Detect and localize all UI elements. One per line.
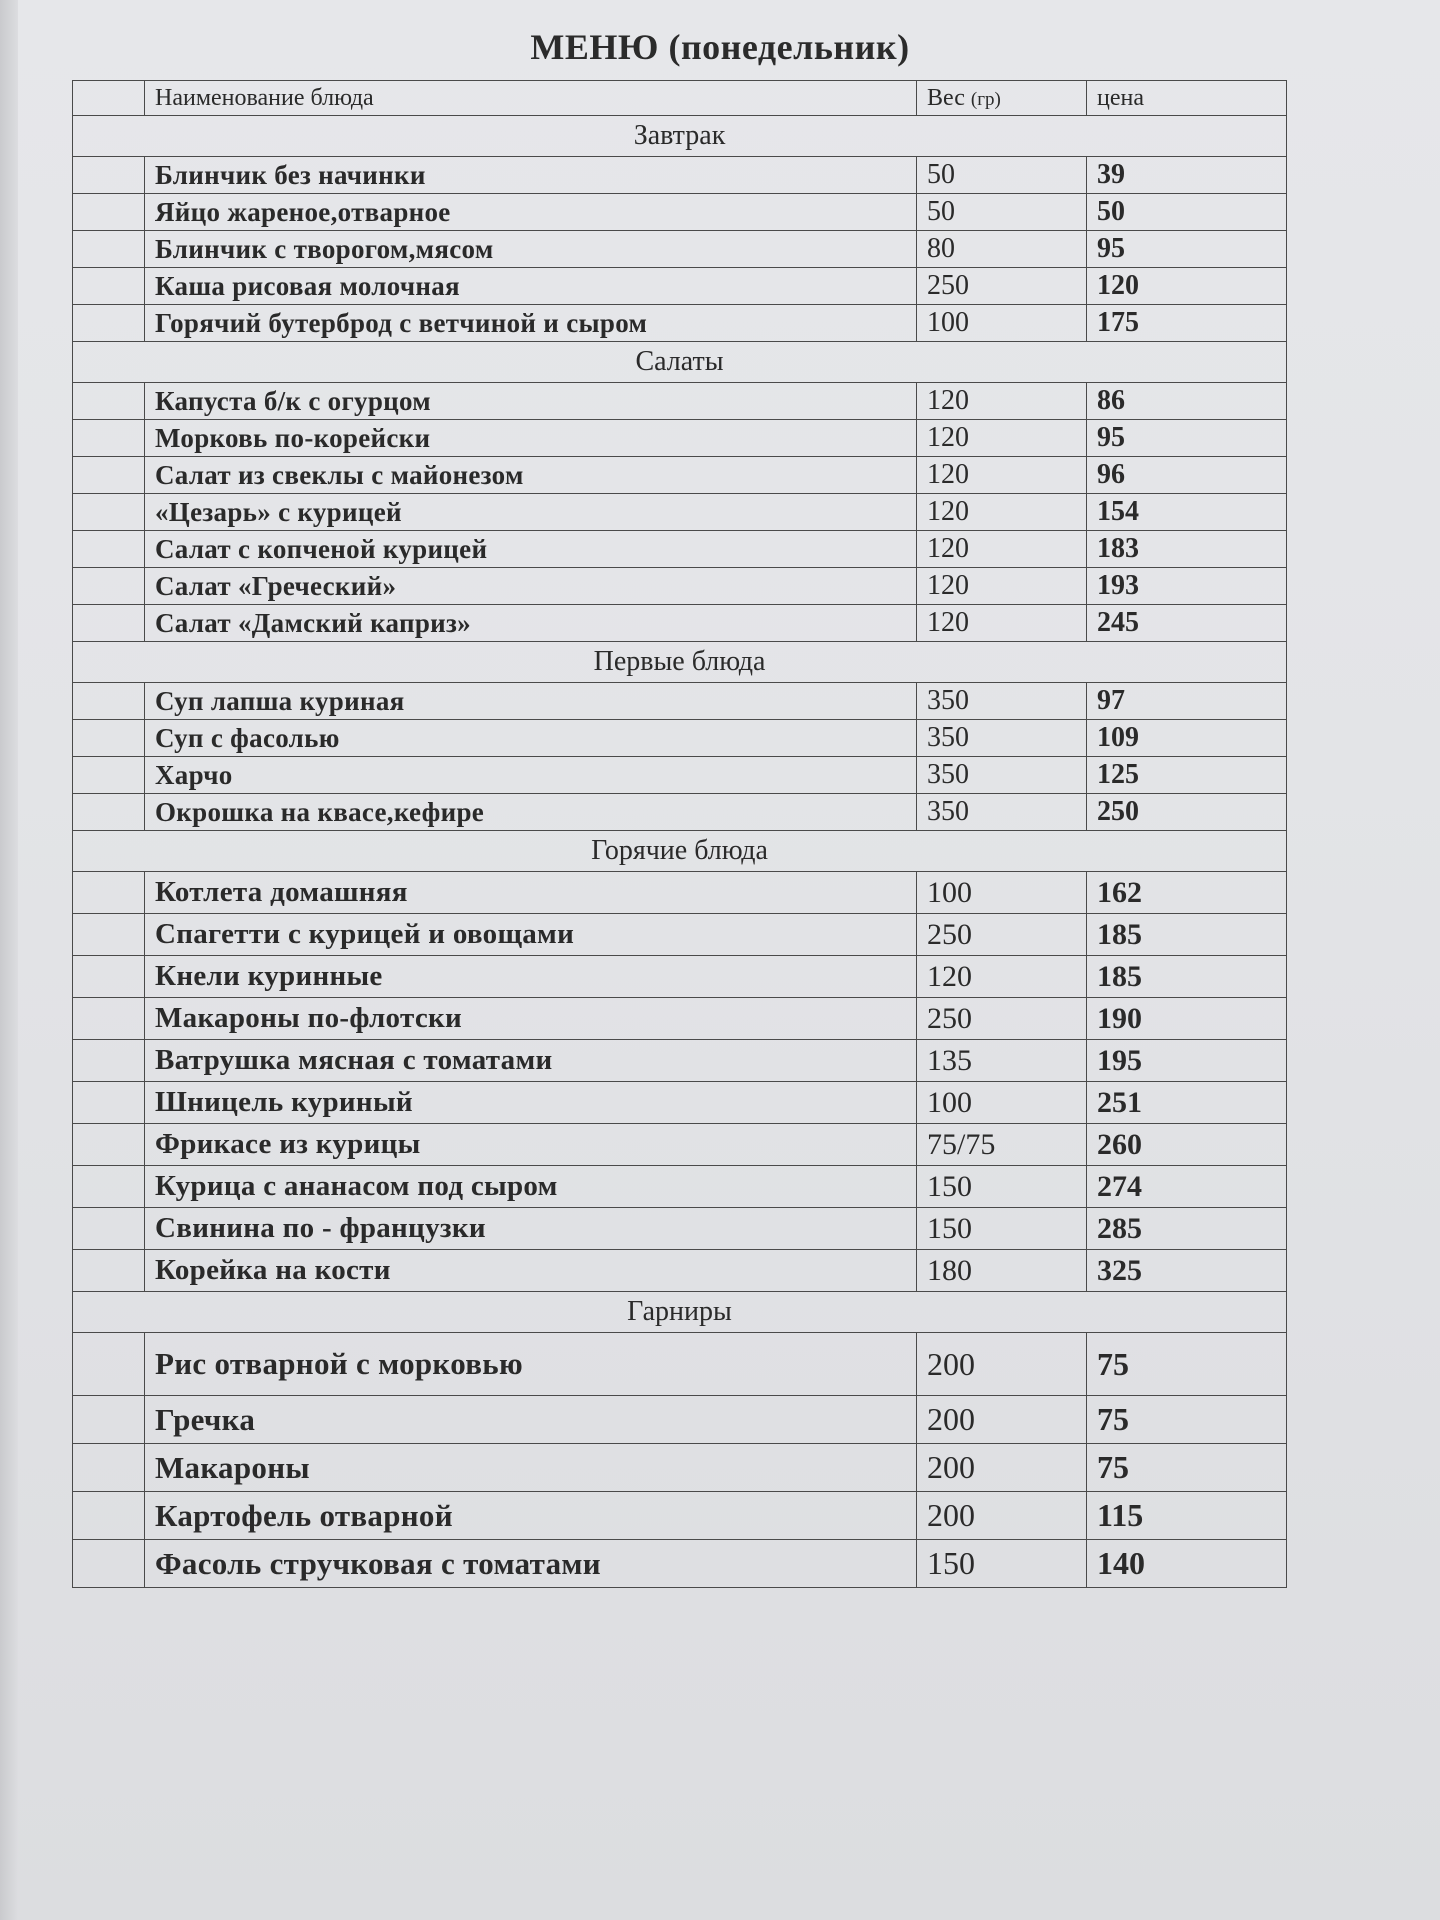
dish-weight: 120 bbox=[917, 383, 1087, 420]
dish-weight: 100 bbox=[917, 872, 1087, 914]
table-row bbox=[73, 420, 1287, 457]
dish-weight: 150 bbox=[917, 1166, 1087, 1208]
dish-weight: 100 bbox=[917, 1082, 1087, 1124]
section-title: Гарниры bbox=[73, 1292, 1287, 1333]
dish-name: Капуста б/к с огурцом bbox=[145, 383, 917, 420]
table-row bbox=[73, 1208, 1287, 1250]
row-number-cell bbox=[73, 872, 145, 914]
table-row bbox=[73, 683, 1287, 720]
dish-name: Салат «Греческий» bbox=[145, 568, 917, 605]
dish-price: 325 bbox=[1087, 1250, 1287, 1292]
dish-name: Макароны bbox=[145, 1444, 917, 1492]
header-number-cell bbox=[73, 81, 145, 116]
dish-price: 97 bbox=[1087, 683, 1287, 720]
table-row bbox=[73, 794, 1287, 831]
row-number-cell bbox=[73, 157, 145, 194]
table-row bbox=[73, 720, 1287, 757]
dish-weight: 100 bbox=[917, 305, 1087, 342]
dish-name: Салат «Дамский каприз» bbox=[145, 605, 917, 642]
dish-price: 162 bbox=[1087, 872, 1287, 914]
row-number-cell bbox=[73, 231, 145, 268]
row-number-cell bbox=[73, 1250, 145, 1292]
dish-weight: 350 bbox=[917, 794, 1087, 831]
section-title: Горячие блюда bbox=[73, 831, 1287, 872]
dish-name: Окрошка на квасе,кефире bbox=[145, 794, 917, 831]
row-number-cell bbox=[73, 1082, 145, 1124]
table-row bbox=[73, 1333, 1287, 1396]
row-number-cell bbox=[73, 420, 145, 457]
table-row bbox=[73, 914, 1287, 956]
header-weight bbox=[917, 81, 1087, 116]
dish-name: Кнели куринные bbox=[145, 956, 917, 998]
dish-price: 185 bbox=[1087, 956, 1287, 998]
dish-weight: 50 bbox=[917, 194, 1087, 231]
dish-price: 39 bbox=[1087, 157, 1287, 194]
dish-name: Салат из свеклы с майонезом bbox=[145, 457, 917, 494]
table-row bbox=[73, 457, 1287, 494]
table-row bbox=[73, 1040, 1287, 1082]
header-dish-name: Наименование блюда bbox=[145, 81, 917, 116]
dish-weight: 120 bbox=[917, 531, 1087, 568]
dish-name: Курица с ананасом под сыром bbox=[145, 1166, 917, 1208]
dish-price: 86 bbox=[1087, 383, 1287, 420]
table-row bbox=[73, 956, 1287, 998]
table-row bbox=[73, 305, 1287, 342]
row-number-cell bbox=[73, 1040, 145, 1082]
section-title: Салаты bbox=[73, 342, 1287, 383]
table-row bbox=[73, 605, 1287, 642]
dish-price: 285 bbox=[1087, 1208, 1287, 1250]
table-row bbox=[73, 1250, 1287, 1292]
section-first-courses bbox=[73, 642, 1287, 831]
header-weight-label: Вес bbox=[927, 84, 965, 111]
section-title: Завтрак bbox=[73, 116, 1287, 157]
row-number-cell bbox=[73, 998, 145, 1040]
row-number-cell bbox=[73, 383, 145, 420]
table-row bbox=[73, 1444, 1287, 1492]
table-row bbox=[73, 157, 1287, 194]
dish-weight: 350 bbox=[917, 683, 1087, 720]
row-number-cell bbox=[73, 1444, 145, 1492]
table-row bbox=[73, 1396, 1287, 1444]
dish-weight: 200 bbox=[917, 1492, 1087, 1540]
dish-weight: 120 bbox=[917, 457, 1087, 494]
dish-weight: 250 bbox=[917, 914, 1087, 956]
row-number-cell bbox=[73, 794, 145, 831]
dish-price: 251 bbox=[1087, 1082, 1287, 1124]
dish-name: Яйцо жареное,отварное bbox=[145, 194, 917, 231]
row-number-cell bbox=[73, 531, 145, 568]
table-row bbox=[73, 568, 1287, 605]
row-number-cell bbox=[73, 1124, 145, 1166]
dish-name: Морковь по-корейски bbox=[145, 420, 917, 457]
dish-price: 75 bbox=[1087, 1396, 1287, 1444]
table-header-row bbox=[73, 81, 1287, 116]
dish-weight: 150 bbox=[917, 1540, 1087, 1588]
dish-name: Котлета домашняя bbox=[145, 872, 917, 914]
dish-weight: 250 bbox=[917, 998, 1087, 1040]
dish-price: 274 bbox=[1087, 1166, 1287, 1208]
dish-price: 115 bbox=[1087, 1492, 1287, 1540]
section-title: Первые блюда bbox=[73, 642, 1287, 683]
row-number-cell bbox=[73, 457, 145, 494]
dish-name: Спагетти с курицей и овощами bbox=[145, 914, 917, 956]
dish-name: Макароны по-флотски bbox=[145, 998, 917, 1040]
row-number-cell bbox=[73, 1208, 145, 1250]
dish-name: «Цезарь» с курицей bbox=[145, 494, 917, 531]
dish-weight: 120 bbox=[917, 956, 1087, 998]
table-row bbox=[73, 757, 1287, 794]
dish-price: 245 bbox=[1087, 605, 1287, 642]
dish-name: Харчо bbox=[145, 757, 917, 794]
dish-name: Суп с фасолью bbox=[145, 720, 917, 757]
dish-price: 250 bbox=[1087, 794, 1287, 831]
section-hot-dishes bbox=[73, 831, 1287, 1292]
dish-weight: 350 bbox=[917, 757, 1087, 794]
row-number-cell bbox=[73, 914, 145, 956]
table-row bbox=[73, 494, 1287, 531]
section-side-dishes bbox=[73, 1292, 1287, 1588]
dish-price: 125 bbox=[1087, 757, 1287, 794]
dish-weight: 80 bbox=[917, 231, 1087, 268]
dish-price: 95 bbox=[1087, 231, 1287, 268]
dish-name: Салат с копченой курицей bbox=[145, 531, 917, 568]
row-number-cell bbox=[73, 1333, 145, 1396]
dish-weight: 200 bbox=[917, 1333, 1087, 1396]
table-row bbox=[73, 1540, 1287, 1588]
dish-price: 96 bbox=[1087, 457, 1287, 494]
dish-price: 183 bbox=[1087, 531, 1287, 568]
section-salads bbox=[73, 342, 1287, 642]
dish-price: 154 bbox=[1087, 494, 1287, 531]
dish-name: Горячий бутерброд с ветчиной и сыром bbox=[145, 305, 917, 342]
table-row bbox=[73, 531, 1287, 568]
menu-header-group bbox=[73, 81, 1287, 116]
header-weight-unit: (гр) bbox=[970, 88, 1001, 110]
dish-name: Корейка на кости bbox=[145, 1250, 917, 1292]
row-number-cell bbox=[73, 757, 145, 794]
menu-table bbox=[72, 80, 1287, 1588]
dish-weight: 120 bbox=[917, 420, 1087, 457]
row-number-cell bbox=[73, 305, 145, 342]
dish-name: Суп лапша куриная bbox=[145, 683, 917, 720]
dish-weight: 200 bbox=[917, 1444, 1087, 1492]
row-number-cell bbox=[73, 1166, 145, 1208]
dish-weight: 350 bbox=[917, 720, 1087, 757]
dish-price: 190 bbox=[1087, 998, 1287, 1040]
dish-name: Шницель куриный bbox=[145, 1082, 917, 1124]
row-number-cell bbox=[73, 1492, 145, 1540]
dish-price: 95 bbox=[1087, 420, 1287, 457]
table-row bbox=[73, 998, 1287, 1040]
dish-price: 195 bbox=[1087, 1040, 1287, 1082]
dish-name: Блинчик с творогом,мясом bbox=[145, 231, 917, 268]
row-number-cell bbox=[73, 194, 145, 231]
dish-price: 175 bbox=[1087, 305, 1287, 342]
row-number-cell bbox=[73, 568, 145, 605]
row-number-cell bbox=[73, 683, 145, 720]
table-row bbox=[73, 1166, 1287, 1208]
row-number-cell bbox=[73, 605, 145, 642]
dish-price: 75 bbox=[1087, 1444, 1287, 1492]
dish-weight: 120 bbox=[917, 605, 1087, 642]
dish-price: 109 bbox=[1087, 720, 1287, 757]
dish-weight: 120 bbox=[917, 568, 1087, 605]
dish-price: 185 bbox=[1087, 914, 1287, 956]
dish-name: Свинина по - французки bbox=[145, 1208, 917, 1250]
dish-weight: 120 bbox=[917, 494, 1087, 531]
row-number-cell bbox=[73, 1540, 145, 1588]
row-number-cell bbox=[73, 268, 145, 305]
dish-name: Гречка bbox=[145, 1396, 917, 1444]
table-row bbox=[73, 872, 1287, 914]
menu-title: МЕНЮ (понедельник) bbox=[530, 27, 910, 67]
dish-weight: 200 bbox=[917, 1396, 1087, 1444]
dish-name: Фасоль стручковая с томатами bbox=[145, 1540, 917, 1588]
table-row bbox=[73, 1492, 1287, 1540]
table-row bbox=[73, 383, 1287, 420]
table-row bbox=[73, 268, 1287, 305]
row-number-cell bbox=[73, 720, 145, 757]
dish-weight: 50 bbox=[917, 157, 1087, 194]
table-row bbox=[73, 1124, 1287, 1166]
dish-weight: 135 bbox=[917, 1040, 1087, 1082]
dish-name: Каша рисовая молочная bbox=[145, 268, 917, 305]
dish-name: Блинчик без начинки bbox=[145, 157, 917, 194]
section-breakfast bbox=[73, 116, 1287, 342]
dish-name: Ватрушка мясная с томатами bbox=[145, 1040, 917, 1082]
header-price: цена bbox=[1087, 81, 1287, 116]
table-row bbox=[73, 1082, 1287, 1124]
dish-price: 75 bbox=[1087, 1333, 1287, 1396]
dish-price: 120 bbox=[1087, 268, 1287, 305]
dish-weight: 180 bbox=[917, 1250, 1087, 1292]
row-number-cell bbox=[73, 494, 145, 531]
dish-price: 193 bbox=[1087, 568, 1287, 605]
dish-name: Картофель отварной bbox=[145, 1492, 917, 1540]
page-edge bbox=[0, 0, 18, 1920]
dish-weight: 75/75 bbox=[917, 1124, 1087, 1166]
dish-price: 50 bbox=[1087, 194, 1287, 231]
dish-name: Фрикасе из курицы bbox=[145, 1124, 917, 1166]
dish-weight: 150 bbox=[917, 1208, 1087, 1250]
dish-price: 260 bbox=[1087, 1124, 1287, 1166]
table-row bbox=[73, 194, 1287, 231]
row-number-cell bbox=[73, 956, 145, 998]
dish-name: Рис отварной с морковью bbox=[145, 1333, 917, 1396]
row-number-cell bbox=[73, 1396, 145, 1444]
dish-weight: 250 bbox=[917, 268, 1087, 305]
dish-price: 140 bbox=[1087, 1540, 1287, 1588]
table-row bbox=[73, 231, 1287, 268]
